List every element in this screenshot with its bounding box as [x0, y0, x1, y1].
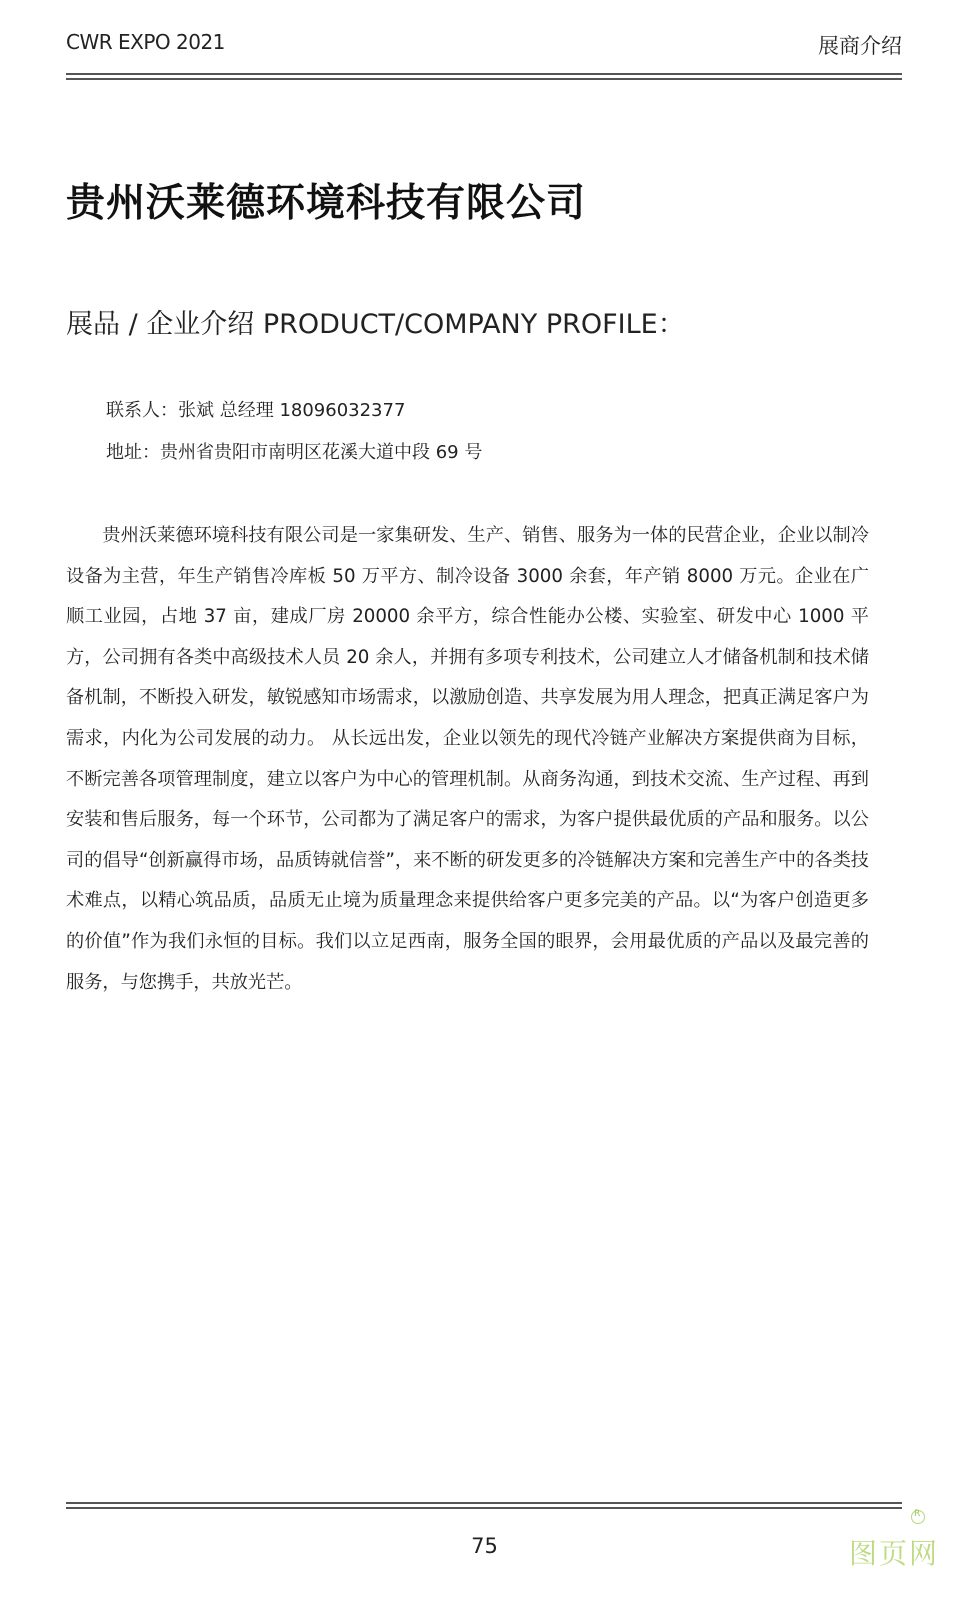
company-description: 贵州沃莱德环境科技有限公司是一家集研发、生产、销售、服务为一体的民营企业，企业以制冷设备为主营，年生产销售冷库板 50 万平方、制冷设备 3000 余套，年产销 8000 万元。企业在广顺工业园，占地 37 亩，建成厂房 20000 余平方，综合性能办公楼、实验室、研发中心 1000 平方，公司拥有各类中高级技术人员 20 余人，并拥有多项专利技术，公司建立人才储备机制和技术储备机制，不断投入研发，敏锐感知市场需求，以激励创造、共享发展为用人理念，把真正满足客户为需求，内化为公司发展的动力。 从长远出发，企业以领先的现代冷链产业解决方案提供商为目标，不断完善各项管理制度，建立以客户为中心的管理机制。从商务沟通，到技术交流、生产过程、再到安装和售后服务，每一个环节，公司都为了满足客户的需求，为客户提供最优质的产品和服务。以公司的倡导“创新赢得市场，品质铸就信誉”，来不断的研发更多的冷链解决方案和完善生产中的各类技术难点，以精心筑品质，品质无止境为质量理念来提供给客户更多完美的产品。以“为客户创造更多的价值”作为我们永恒的目标。我们以立足西南，服务全国的眼界，会用最优质的产品以及最完善的服务，与您携手，共放光芒。: [66, 525, 869, 993]
footer-divider: [66, 1502, 902, 1509]
contact-info: [106, 395, 482, 479]
contact-address: 地址：贵州省贵阳市南明区花溪大道中段 69 号: [106, 442, 483, 463]
watermark-text: 图页网: [849, 1537, 940, 1570]
page-header: [66, 24, 902, 64]
company-title: 贵州沃莱德环境科技有限公司: [66, 181, 587, 226]
watermark: [849, 1532, 959, 1582]
section-name: 展商介绍: [818, 34, 902, 58]
page-number: 75: [471, 1534, 498, 1558]
contact-person: 联系人：张斌 总经理 18096032377: [106, 400, 406, 421]
registered-icon: [911, 1510, 925, 1524]
profile-heading: 展品 / 企业介绍 PRODUCT/COMPANY PROFILE：: [66, 309, 685, 340]
header-divider: [66, 73, 902, 80]
event-name: CWR EXPO 2021: [66, 30, 225, 54]
